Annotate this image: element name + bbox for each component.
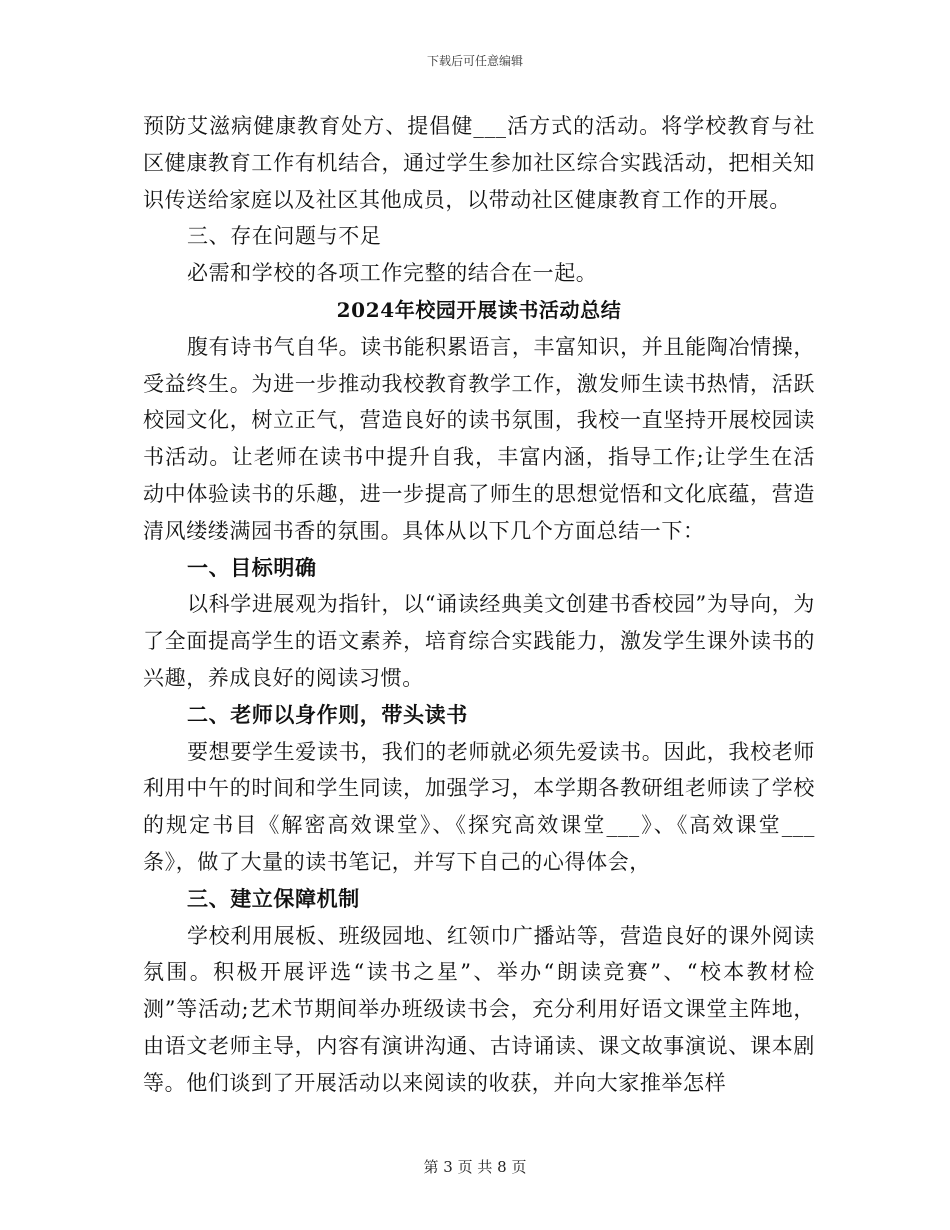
section-heading-2: 二、老师以身作则，带头读书 bbox=[187, 701, 468, 727]
paragraph-teachers: 要想要学生爱读书，我们的老师就必须先爱读书。因此，我校老师利用中午的时间和学生同读，加强学习，本学期各教研组老师读了学校的规定书目《解密高效课堂》、《探究高效课堂___》、《高效课堂___条》，做了大量的读书笔记，并写下自己的心得体会， bbox=[143, 739, 815, 874]
document-body bbox=[143, 108, 815, 1102]
section-heading-3: 三、建立保障机制 bbox=[187, 885, 360, 911]
section-heading-1: 一、目标明确 bbox=[187, 554, 317, 580]
document-title: 2024年校园开展读书活动总结 bbox=[336, 297, 622, 322]
paragraph-mechanism: 学校利用展板、班级园地、红领巾广播站等，营造良好的课外阅读氛围。积极开展评选“读书之星”、举办“朗读竞赛”、“校本教材检测”等活动;艺术节期间举办班级读书会，充分利用好语文课堂主阵地，由语文老师主导，内容有演讲沟通、古诗诵读、课文故事演说、课本剧等。他们谈到了开展活动以来阅读的收获，并向大家推举怎样 bbox=[143, 923, 815, 1095]
paragraph-2: 必需和学校的各项工作完整的结合在一起。 bbox=[187, 261, 598, 286]
page-header: 下载后可任意编辑 bbox=[426, 54, 523, 68]
paragraph-1: 预防艾滋病健康教育处方、提倡健___活方式的活动。将学校教育与社区健康教育工作有机结合，通过学生参加社区综合实践活动，把相关知识传送给家庭以及社区其他成员，以带动社区健康教育工作的开展。 bbox=[143, 114, 815, 212]
paragraph-goals: 以科学进展观为指针，以“诵读经典美文创建书香校园”为导向，为了全面提高学生的语文素养，培育综合实践能力，激发学生课外读书的兴趣，养成良好的阅读习惯。 bbox=[143, 592, 815, 690]
section-heading-problems: 三、存在问题与不足 bbox=[187, 224, 382, 249]
page-footer: 第 3 页 共 8 页 bbox=[423, 1158, 527, 1176]
paragraph-intro: 腹有诗书气自华。读书能积累语言，丰富知识，并且能陶冶情操，受益终生。为进一步推动我校教育教学工作，激发师生读书热情，活跃校园文化，树立正气，营造良好的读书氛围，我校一直坚持开展校园读书活动。让老师在读书中提升自我，丰富内涵，指导工作;让学生在活动中体验读书的乐趣，进一步提高了师生的思想觉悟和文化底蕴，营造清风缕缕满园书香的氛围。具体从以下几个方面总结一下： bbox=[143, 334, 815, 543]
